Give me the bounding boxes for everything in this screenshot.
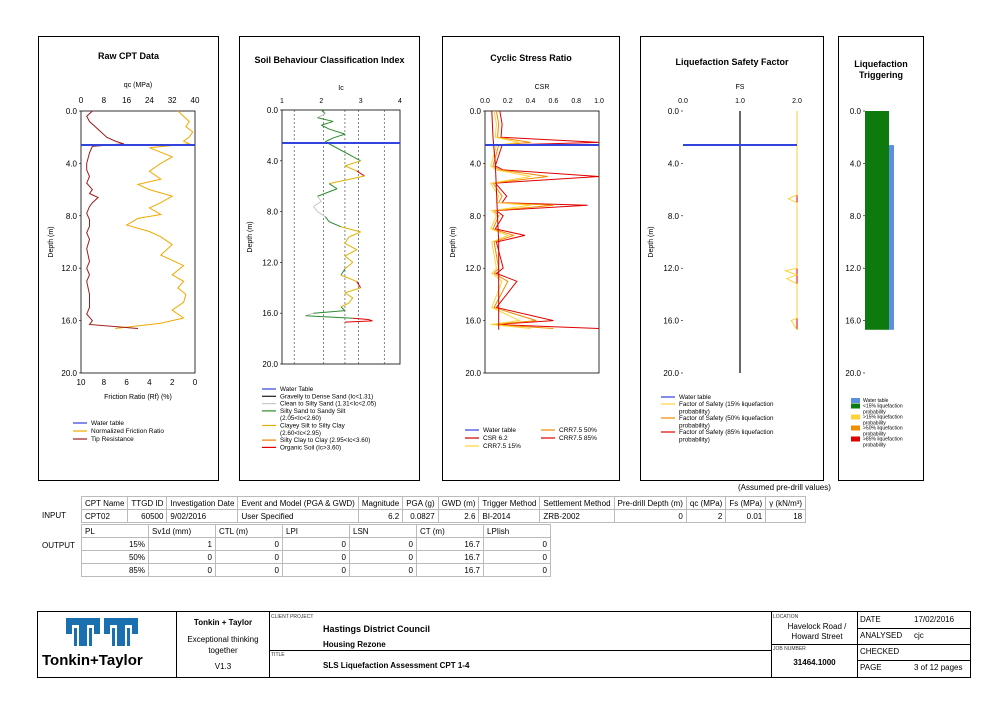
ic-segment [345, 293, 353, 298]
date-label: DATE [860, 615, 881, 624]
x-axis-label: FS [735, 84, 745, 91]
x-tick-label-top: 0 [78, 96, 84, 105]
y-tick-label: 4.0 [65, 159, 77, 169]
input-header-cell: PGA (g) [403, 497, 438, 510]
x-tick-label-bottom: 4 [147, 378, 152, 387]
y-tick-label: 8.0 [667, 211, 679, 221]
analysed-value: cjc [914, 631, 924, 640]
y-tick-label: 20.0 [663, 369, 679, 378]
output-cell: 0 [283, 551, 350, 564]
legend-label: CSR 6.2 [483, 435, 508, 442]
ic-segment [325, 138, 333, 142]
input-header-cell: TTGD ID [128, 497, 167, 510]
ic-segment [333, 134, 345, 138]
ic-segment [325, 142, 360, 161]
legend-label: Clean to Silty Sand (1.31<Ic<2.05) [280, 400, 377, 408]
fs-chart [641, 37, 823, 480]
input-value-cell: 18 [766, 510, 806, 523]
x-tick-label: 1 [280, 98, 284, 105]
legend-swatch [851, 398, 860, 403]
title-block [37, 611, 971, 678]
output-header-cell: PL [82, 525, 149, 538]
legend-label: Tip Resistance [91, 436, 134, 443]
y-axis-label: Depth (m) [247, 221, 254, 253]
date-value: 17/02/2016 [914, 615, 955, 624]
ic-segment [353, 318, 369, 319]
output-cell: 0 [216, 551, 283, 564]
x-tick-label-top: 40 [190, 96, 200, 105]
legend-label: Water table [91, 420, 124, 427]
x-tick-label: 3 [358, 98, 363, 105]
ic-segment [345, 250, 357, 256]
output-cell: 1 [149, 538, 216, 551]
input-header-cell: Magnitude [358, 497, 402, 510]
output-cell: 0 [350, 551, 417, 564]
legend-label: Silty Clay to Clay (2.95<Ic<3.60) [280, 437, 371, 445]
legend-label: probability [863, 431, 886, 438]
y-tick-label: 4.0 [469, 159, 481, 169]
output-cell: 0 [216, 564, 283, 577]
ic-segment [345, 161, 361, 166]
raw-cpt-chart [39, 37, 218, 480]
x-tick-label-bottom: 0 [192, 378, 198, 387]
ic-segment [329, 184, 337, 189]
ic-segment [345, 321, 373, 322]
x-tick-label-bottom: 2 [169, 378, 175, 387]
output-header-row [82, 525, 551, 538]
x-tick-label-top: 32 [167, 96, 177, 105]
ic-segment [317, 196, 321, 201]
output-row [82, 564, 551, 577]
client-label: CLIENT PROJECT [271, 614, 314, 620]
checked-label: CHECKED [860, 647, 900, 656]
ic-segment [349, 298, 353, 303]
y-tick-label: 0.0 [849, 107, 861, 116]
output-cell: 0 [484, 564, 551, 577]
csr-chart [443, 37, 619, 480]
x-tick-label: 0.6 [548, 98, 559, 105]
y-tick-label: 8.0 [65, 211, 77, 221]
ic-segment [345, 243, 357, 249]
ic-segment [317, 118, 333, 122]
project-name: Housing Rezone [323, 640, 386, 649]
series-fs-15 [786, 111, 797, 330]
panel-raw-cpt [38, 36, 219, 481]
sbt-chart [240, 37, 419, 480]
input-value-cell: 2 [686, 510, 725, 523]
output-cell: 0 [149, 551, 216, 564]
y-tick-label: 20.0 [465, 369, 481, 378]
y-axis-label: Depth (m) [48, 226, 55, 258]
plot-frame [81, 111, 195, 373]
y-tick-label: 12.0 [663, 264, 679, 274]
x-tick-label: 0.4 [525, 98, 536, 105]
ic-segment [357, 171, 365, 176]
water-table-bar [889, 145, 894, 330]
page-label: PAGE [860, 663, 882, 672]
y-tick-label: 16.0 [845, 316, 861, 326]
x-axis-label: Ic [338, 85, 344, 92]
legend-label: (2.60<Ic<2.95) [280, 429, 321, 437]
y-tick-label: 16.0 [262, 309, 278, 319]
x-axis-label-top: qc (MPa) [123, 82, 153, 89]
ic-segment [325, 217, 329, 222]
output-header-cell: CT (m) [417, 525, 484, 538]
input-header-cell: qc (MPa) [686, 497, 725, 510]
panel-safety-factor [640, 36, 824, 481]
output-cell: 0 [216, 538, 283, 551]
ic-segment [345, 262, 353, 268]
ic-segment [329, 222, 341, 227]
output-header-cell: CTL (m) [216, 525, 283, 538]
legend-swatch [851, 415, 860, 420]
legend-label: CRR7.5 50% [559, 427, 597, 434]
y-tick-label: 8.0 [849, 211, 861, 221]
y-axis-label: Depth (m) [648, 226, 655, 258]
input-value-cell: 0.0827 [403, 510, 438, 523]
input-header-cell: Investigation Date [167, 497, 238, 510]
output-cell: 0 [484, 551, 551, 564]
output-cell: 0 [350, 564, 417, 577]
title-label: TITLE [271, 652, 285, 658]
input-value-cell: ZRB-2002 [540, 510, 614, 523]
x-tick-label: 0.2 [502, 98, 513, 105]
legend-label: probability) [679, 408, 710, 416]
company-name: Tonkin + Taylor [193, 618, 253, 627]
output-cell: 0 [283, 538, 350, 551]
series-tip-resistance [87, 111, 138, 329]
logo [38, 612, 176, 677]
legend-label: Water Table [280, 386, 314, 393]
input-value-cell: BI-2014 [479, 510, 540, 523]
x-tick-label: 1.0 [735, 98, 745, 105]
output-cell: 15% [82, 538, 149, 551]
logo-text: Tonkin+Taylor [42, 652, 143, 669]
legend-label: Normalized Friction Ratio [91, 428, 164, 435]
input-header-cell: γ (kN/m³) [766, 497, 806, 510]
legend-label: Factor of Safety (15% liquefaction [679, 401, 774, 408]
y-tick-label: 16.0 [663, 316, 679, 326]
job-number: 31464.1000 [793, 658, 836, 667]
input-header-cell: Settlement Method [540, 497, 614, 510]
legend-label: <15% liquefaction [863, 403, 903, 410]
output-row [82, 538, 551, 551]
legend-label: CRR7.5 85% [559, 435, 597, 442]
output-header-cell: LPIish [484, 525, 551, 538]
y-tick-label: 4.0 [849, 159, 861, 169]
x-tick-label: 0.0 [678, 98, 688, 105]
x-tick-label-bottom: 8 [101, 378, 107, 387]
legend-label: Silty Sand to Sandy Silt [280, 407, 346, 415]
input-table [81, 496, 806, 523]
output-cell: 16.7 [417, 551, 484, 564]
input-header-cell: GWD (m) [438, 497, 479, 510]
legend-label: (2.05<Ic<2.60) [280, 415, 321, 423]
legend-label: Gravelly to Dense Sand (Ic<1.31) [280, 393, 374, 401]
x-tick-label: 2 [319, 98, 324, 105]
x-tick-label-top: 8 [101, 96, 107, 105]
legend-swatch [851, 437, 860, 442]
y-tick-label: 0.0 [65, 107, 77, 116]
legend-label: Factor of Safety (50% liquefaction [679, 415, 774, 422]
output-header-cell: Sv1d (mm) [149, 525, 216, 538]
x-tick-label-top: 24 [144, 96, 154, 105]
input-value-cell: 2.6 [438, 510, 479, 523]
input-header-row [82, 497, 806, 510]
y-tick-label: 4.0 [266, 156, 278, 166]
x-tick-label: 2.0 [792, 98, 802, 105]
output-cell: 16.7 [417, 564, 484, 577]
y-tick-label: 12.0 [845, 264, 861, 274]
input-header-cell: Pre-drill Depth (m) [614, 497, 686, 510]
ic-segment [345, 288, 361, 293]
input-value-cell: User Specified [238, 510, 358, 523]
legend-label: Factor of Safety (85% liquefaction [679, 429, 774, 436]
x-tick-label-top: 16 [122, 96, 132, 105]
chart-title: Liquefaction Triggering [854, 59, 908, 80]
ic-segment [345, 237, 349, 243]
output-header-cell: LSN [350, 525, 417, 538]
chart-title: Liquefaction Safety Factor [675, 57, 789, 67]
triggering-bar [865, 111, 889, 330]
legend-label: probability [863, 420, 886, 427]
panel-sbt-index [239, 36, 420, 481]
input-value-row [82, 510, 806, 523]
x-tick-label-bottom: 6 [124, 378, 129, 387]
output-cell: 16.7 [417, 538, 484, 551]
chart-title: Soil Behaviour Classification Index [254, 55, 405, 65]
legend-label: >15% liquefaction [863, 414, 903, 421]
ic-segment [341, 307, 345, 311]
company-tagline: Exceptional thinking together [187, 635, 259, 655]
output-label: OUTPUT [42, 541, 75, 550]
x-tick-label: 1.0 [594, 98, 604, 105]
page-value: 3 of 12 pages [914, 663, 963, 672]
input-header-cell: Fs (MPa) [726, 497, 766, 510]
y-tick-label: 12.0 [61, 264, 77, 274]
y-tick-label: 16.0 [465, 316, 481, 326]
x-tick-label: 4 [398, 98, 402, 105]
legend-label: probability) [679, 436, 710, 444]
input-value-cell: 9/02/2016 [167, 510, 238, 523]
ic-segment [313, 201, 321, 206]
output-row [82, 551, 551, 564]
legend-label: CRR7.5 15% [483, 443, 521, 450]
legend-label: >50% liquefaction [863, 425, 903, 432]
legend-label: Water table [679, 394, 711, 401]
legend-label: probability [863, 442, 886, 449]
output-cell: 85% [82, 564, 149, 577]
ic-segment [317, 189, 337, 197]
output-cell: 50% [82, 551, 149, 564]
output-cell: 0 [350, 538, 417, 551]
y-tick-label: 8.0 [469, 211, 481, 221]
output-header-cell: LPI [283, 525, 350, 538]
y-tick-label: 16.0 [61, 316, 77, 326]
chart-title: Raw CPT Data [97, 51, 159, 61]
x-tick-label-bottom: 10 [76, 378, 86, 387]
y-tick-label: 20.0 [61, 369, 77, 378]
ic-segment [341, 227, 361, 232]
legend-label: Water table [863, 398, 889, 404]
ic-segment [306, 316, 353, 319]
input-value-cell: 6.2 [358, 510, 402, 523]
y-axis-label: Depth (m) [450, 226, 457, 258]
ic-segment [341, 275, 357, 281]
panel-csr [442, 36, 620, 481]
plot-frame [485, 111, 599, 373]
y-tick-label: 0.0 [266, 106, 278, 115]
ic-segment [321, 125, 329, 129]
output-cell: 0 [283, 564, 350, 577]
panel-triggering [838, 36, 924, 481]
legend-swatch [851, 426, 860, 431]
ic-segment [341, 269, 345, 275]
input-value-cell: 0 [614, 510, 686, 523]
y-tick-label: 12.0 [262, 258, 278, 268]
legend-swatch [851, 404, 860, 409]
y-tick-label: 4.0 [667, 159, 679, 169]
assumed-note: (Assumed pre-drill values) [738, 483, 831, 492]
y-tick-label: 0.0 [667, 107, 679, 116]
legend-label: Organic Soil (Ic>3.60) [280, 444, 342, 452]
input-header-cell: Trigger Method [479, 497, 540, 510]
plot-frame [282, 110, 400, 364]
x-axis-label: CSR [534, 84, 550, 91]
x-tick-label: 0.8 [571, 98, 582, 105]
x-axis-label-bottom: Friction Ratio (Rf) (%) [104, 394, 172, 401]
job-label: JOB NUMBER [773, 646, 806, 652]
chart-title: Cyclic Stress Ratio [490, 53, 572, 63]
legend-label: probability) [679, 422, 710, 430]
ic-segment [313, 207, 317, 212]
series-csr [492, 111, 499, 330]
legend-label: probability [863, 409, 886, 416]
ic-segment [317, 114, 325, 118]
output-cell: 0 [149, 564, 216, 577]
legend-label: >85% liquefaction [863, 436, 903, 443]
ic-segment [345, 256, 353, 262]
y-tick-label: 20.0 [262, 360, 278, 369]
y-tick-label: 12.0 [465, 264, 481, 274]
location: Havelock Road / Howard Street [787, 622, 847, 641]
input-header-cell: CPT Name [82, 497, 128, 510]
x-tick-label: 0.0 [480, 98, 490, 105]
output-table [81, 524, 551, 577]
version: V1.3 [214, 662, 232, 671]
location-label: LOCATION [773, 614, 799, 620]
ic-segment [329, 176, 364, 184]
series-friction-ratio [115, 111, 193, 329]
analysed-label: ANALYSED [860, 631, 903, 640]
input-value-cell: CPT02 [82, 510, 128, 523]
ic-segment [313, 311, 344, 314]
legend-label: Clayey Silt to Silty Clay [280, 422, 345, 430]
ic-segment [345, 166, 357, 171]
ic-segment [317, 212, 325, 217]
ic-segment [329, 129, 345, 134]
input-value-cell: 0.01 [726, 510, 766, 523]
triggering-chart [839, 37, 923, 480]
output-cell: 0 [484, 538, 551, 551]
drawing-title: SLS Liquefaction Assessment CPT 1-4 [323, 661, 470, 670]
input-value-cell: 60500 [128, 510, 167, 523]
input-header-cell: Event and Model (PGA & GWD) [238, 497, 358, 510]
legend-label: Water table [483, 427, 516, 434]
client-name: Hastings District Council [323, 624, 431, 634]
y-tick-label: 8.0 [266, 207, 278, 217]
y-tick-label: 0.0 [469, 107, 481, 116]
input-label: INPUT [42, 511, 66, 520]
y-tick-label: 20.0 [845, 369, 861, 378]
